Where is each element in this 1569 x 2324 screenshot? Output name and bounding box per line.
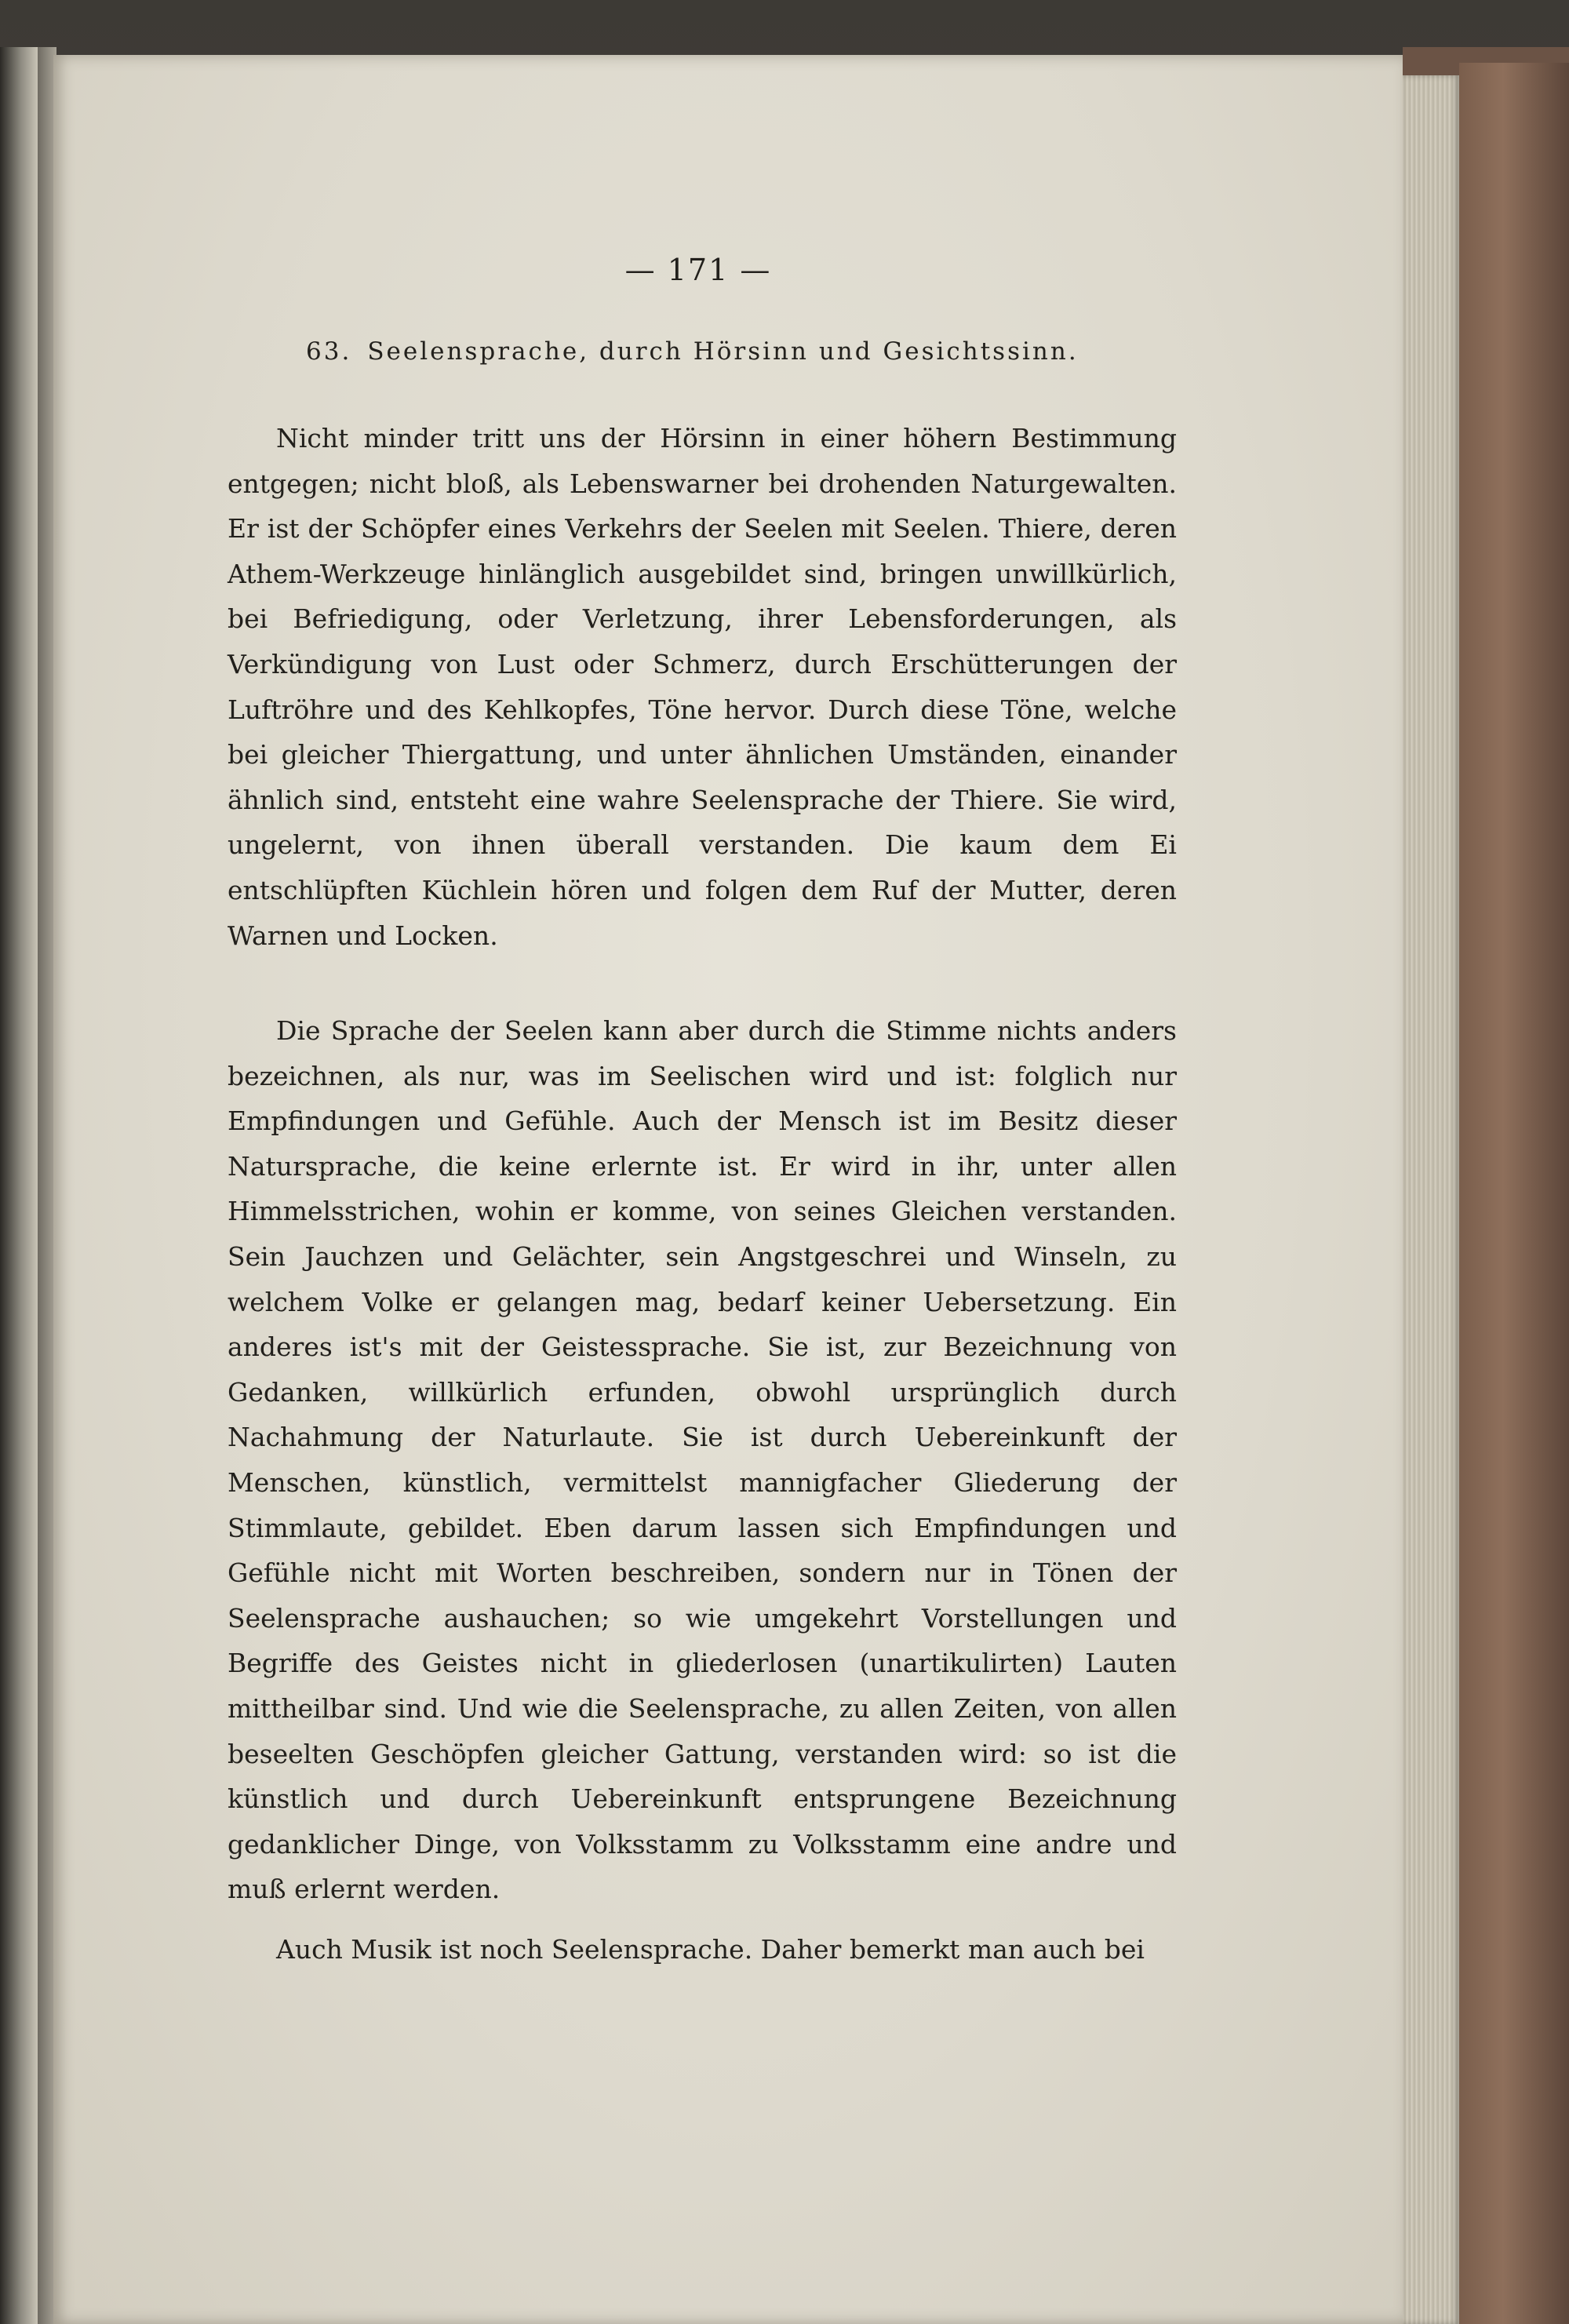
- section-number: 63.: [306, 337, 352, 366]
- page-number: — 171 —: [624, 253, 772, 287]
- left-page-edge: [0, 47, 38, 2324]
- paragraph-3: Auch Musik ist noch Seelensprache. Daher bemerkt man auch bei: [276, 1934, 1145, 1965]
- paragraph-2: Die Sprache der Seelen kann aber durch die Stimme nichts anders bezeichnen, als nur, was im Seelischen wird und ist: folglich nur Empfindungen und Gefühle. Auch der Mensch ist im Besitz dieser Natursprache, die keine erlernte ist. Er wird in ihr, unter allen Himmelsstrichen, wohin er komme, von seines Gleichen verstanden. Sein Jauchzen und Gelächter, sein Angstgeschrei und Winseln, zu welchem Volke er gelangen mag, bedarf keiner Uebersetzung. Ein anderes ist's mit der Geistessprache. Sie ist, zur Bezeichnung von Gedanken, willkürlich erfunden, obwohl ursprünglich durch Nachahmung der Naturlaute. Sie ist durch Uebereinkunft der Menschen, künstlich, vermittelst mannigfacher Gliederung der Stimmlaute, gebildet. Eben darum lassen sich Empfindungen und Gefühle nicht mit Worten beschreiben, sondern nur in Tönen der Seelensprache aushauchen; so wie umgekehrt Vorstellungen und Begriffe des Geistes nicht in gliederlosen (unartikulirten) Lauten mittheilbar sind. Und wie die Seelensprache, zu allen Zeiten, von allen beseelten Geschöpfen gleicher Gattung, verstanden wird: so ist die künstlich und durch Uebereinkunft entsprungene Bezeichnung gedanklicher Dinge, von Volksstamm zu Volksstamm eine andre und muß erlernt werden.: [228, 1015, 1177, 1905]
- section-heading: [306, 337, 1130, 366]
- book-cover-edge: [1459, 63, 1569, 2324]
- paragraph-1: Nicht minder tritt uns der Hörsinn in einer höhern Bestimmung entgegen; nicht bloß, als Lebenswarner bei drohenden Naturgewalten. Er ist der Schöpfer eines Verkehrs der Seelen mit Seelen. Thiere, deren Athem-Werkzeuge hinlänglich ausgebildet sind, bringen unwillkürlich, bei Befriedigung, oder Verletzung, ihrer Lebensforderungen, als Verkündigung von Lust oder Schmerz, durch Erschütterungen der Luftröhre und des Kehlkopfes, Töne hervor. Durch diese Töne, welche bei gleicher Thiergattung, und unter ähnlichen Umständen, einander ähnlich sind, entsteht eine wahre Seelensprache der Thiere. Sie wird, ungelernt, von ihnen überall verstanden. Die kaum dem Ei entschlüpften Küchlein hören und folgen dem Ruf der Mutter, deren Warnen und Locken.: [228, 423, 1177, 951]
- page-fore-edge: [1403, 75, 1459, 2324]
- section-title: Seelensprache, durch Hörsinn und Gesichtssinn.: [367, 337, 1079, 366]
